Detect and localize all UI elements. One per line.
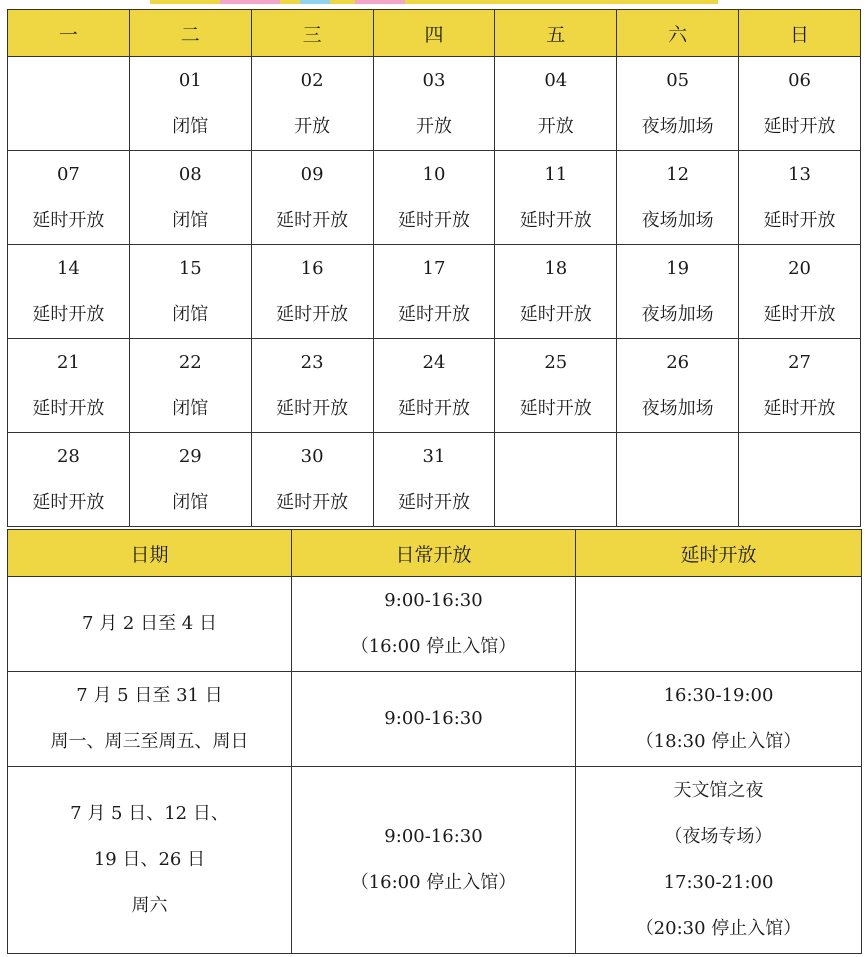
schedule-line: 周一、周三至周五、周日 (50, 731, 249, 752)
schedule-header-regular: 日常开放 (292, 530, 576, 577)
calendar-day-cell (373, 57, 495, 151)
weekday-header: 日 (739, 10, 861, 57)
schedule-line: 7 月 5 日、12 日、 (70, 803, 229, 824)
day-number: 16 (300, 257, 324, 279)
calendar-day-cell (495, 151, 617, 245)
day-number: 03 (422, 69, 446, 91)
day-number: 31 (422, 445, 446, 467)
calendar-day-cell (617, 339, 739, 433)
calendar-week-row (8, 151, 861, 245)
schedule-regular-cell (292, 577, 576, 672)
schedule-row (8, 672, 862, 767)
calendar-day-cell (373, 151, 495, 245)
day-number: 09 (300, 163, 324, 185)
schedule-line: 19 日、26 日 (93, 849, 206, 870)
day-status: 延时开放 (276, 209, 349, 231)
calendar-day-cell (129, 151, 251, 245)
schedule-line: （20:30 停止入馆） (635, 918, 802, 939)
day-status: 开放 (415, 115, 452, 137)
calendar-day-cell (129, 57, 251, 151)
schedule-line: （16:00 停止入馆） (350, 636, 517, 657)
schedule-line: 9:00-16:30 (384, 708, 483, 729)
calendar-day-cell (739, 339, 861, 433)
calendar-day-cell (739, 151, 861, 245)
day-status: 延时开放 (32, 209, 105, 231)
calendar-day-cell (617, 57, 739, 151)
day-number: 22 (178, 351, 202, 373)
day-status: 闭馆 (172, 115, 209, 137)
calendar-day-cell (739, 245, 861, 339)
day-number: 06 (788, 69, 811, 91)
calendar-day-cell (373, 245, 495, 339)
calendar-empty-cell (8, 57, 130, 151)
calendar-week-row (8, 57, 861, 151)
weekday-header-row (8, 10, 861, 57)
schedule-row (8, 767, 862, 954)
schedule-line: 周六 (131, 895, 168, 916)
schedule-regular-cell (292, 767, 576, 954)
day-number: 15 (178, 257, 202, 279)
calendar-day-cell (617, 245, 739, 339)
calendar-empty-cell (617, 433, 739, 527)
schedule-header-extended: 延时开放 (576, 530, 862, 577)
day-status: 夜场加场 (641, 209, 714, 231)
day-status: 延时开放 (32, 397, 105, 419)
day-status: 闭馆 (172, 397, 209, 419)
day-number: 27 (788, 351, 811, 373)
schedule-line: （16:00 停止入馆） (350, 872, 517, 893)
schedule-header-date: 日期 (8, 530, 292, 577)
day-status: 闭馆 (172, 209, 209, 231)
weekday-header: 二 (129, 10, 251, 57)
calendar-day-cell (495, 245, 617, 339)
calendar-day-cell (251, 57, 373, 151)
day-status: 延时开放 (397, 491, 470, 513)
schedule-line: （夜场专场） (664, 826, 773, 847)
day-status: 延时开放 (397, 303, 470, 325)
day-number: 14 (56, 257, 80, 279)
calendar-day-cell (251, 433, 373, 527)
day-number: 02 (300, 69, 324, 91)
day-status: 延时开放 (32, 303, 105, 325)
day-number: 10 (422, 163, 446, 185)
day-number: 26 (666, 351, 690, 373)
calendar-day-cell (129, 339, 251, 433)
day-number: 23 (300, 351, 324, 373)
weekday-header: 一 (8, 10, 130, 57)
day-number: 11 (544, 163, 568, 185)
calendar-day-cell (739, 57, 861, 151)
schedule-extended-cell (576, 577, 862, 672)
day-status: 延时开放 (276, 491, 349, 513)
calendar-day-cell (8, 339, 130, 433)
day-number: 13 (788, 163, 811, 185)
day-status: 夜场加场 (641, 397, 714, 419)
schedule-row (8, 577, 862, 672)
day-status: 延时开放 (519, 303, 592, 325)
calendar-week-row (8, 245, 861, 339)
day-number: 25 (544, 351, 568, 373)
day-status: 延时开放 (763, 209, 836, 231)
schedule-regular-cell (292, 672, 576, 767)
day-status: 延时开放 (763, 303, 836, 325)
schedule-line: 7 月 2 日至 4 日 (82, 613, 217, 634)
day-number: 17 (422, 257, 446, 279)
day-number: 04 (544, 69, 568, 91)
calendar-body (8, 57, 861, 527)
calendar-day-cell (373, 433, 495, 527)
day-number: 19 (666, 257, 690, 279)
schedule-line: （18:30 停止入馆） (635, 731, 802, 752)
day-status: 延时开放 (397, 209, 470, 231)
calendar-day-cell (129, 245, 251, 339)
day-status: 延时开放 (276, 397, 349, 419)
schedule-table (7, 529, 862, 954)
weekday-header: 六 (617, 10, 739, 57)
calendar-week-row (8, 433, 861, 527)
schedule-header-row (8, 530, 862, 577)
schedule-extended-cell (576, 767, 862, 954)
calendar-day-cell (8, 245, 130, 339)
day-number: 01 (178, 69, 202, 91)
calendar-day-cell (373, 339, 495, 433)
day-number: 20 (788, 257, 811, 279)
calendar-day-cell (8, 151, 130, 245)
day-number: 07 (56, 163, 80, 185)
day-status: 闭馆 (172, 491, 209, 513)
day-status: 延时开放 (32, 491, 105, 513)
day-number: 08 (178, 163, 202, 185)
schedule-date-cell (8, 672, 292, 767)
top-decorative-strip (150, 0, 718, 4)
schedule-date-cell (8, 767, 292, 954)
schedule-body (8, 577, 862, 954)
schedule-extended-cell (576, 672, 862, 767)
day-status: 延时开放 (519, 397, 592, 419)
day-status: 延时开放 (763, 115, 836, 137)
calendar-week-row (8, 339, 861, 433)
day-number: 28 (56, 445, 80, 467)
weekday-header: 五 (495, 10, 617, 57)
day-status: 闭馆 (172, 303, 209, 325)
schedule-line: 7 月 5 日至 31 日 (76, 685, 223, 706)
day-status: 延时开放 (763, 397, 836, 419)
calendar-day-cell (251, 339, 373, 433)
weekday-header: 三 (251, 10, 373, 57)
calendar-table (7, 9, 861, 527)
weekday-header: 四 (373, 10, 495, 57)
schedule-line: 天文馆之夜 (673, 780, 764, 801)
calendar-empty-cell (495, 433, 617, 527)
calendar-empty-cell (739, 433, 861, 527)
day-status: 延时开放 (397, 397, 470, 419)
day-number: 29 (178, 445, 202, 467)
day-status: 夜场加场 (641, 115, 714, 137)
schedule-line: 16:30-19:00 (663, 685, 774, 706)
day-number: 24 (422, 351, 446, 373)
day-status: 延时开放 (276, 303, 349, 325)
day-number: 30 (300, 445, 324, 467)
calendar-day-cell (495, 339, 617, 433)
schedule-line: 9:00-16:30 (384, 826, 483, 847)
day-number: 12 (666, 163, 690, 185)
day-status: 延时开放 (519, 209, 592, 231)
calendar-day-cell (495, 57, 617, 151)
calendar-day-cell (129, 433, 251, 527)
day-number: 21 (56, 351, 80, 373)
day-status: 夜场加场 (641, 303, 714, 325)
calendar-day-cell (251, 151, 373, 245)
day-number: 05 (666, 69, 690, 91)
schedule-line: 17:30-21:00 (663, 872, 774, 893)
day-status: 开放 (294, 115, 331, 137)
calendar-day-cell (251, 245, 373, 339)
day-number: 18 (544, 257, 568, 279)
day-status: 开放 (537, 115, 574, 137)
calendar-day-cell (8, 433, 130, 527)
schedule-date-cell (8, 577, 292, 672)
calendar-day-cell (617, 151, 739, 245)
schedule-line: 9:00-16:30 (384, 590, 483, 611)
